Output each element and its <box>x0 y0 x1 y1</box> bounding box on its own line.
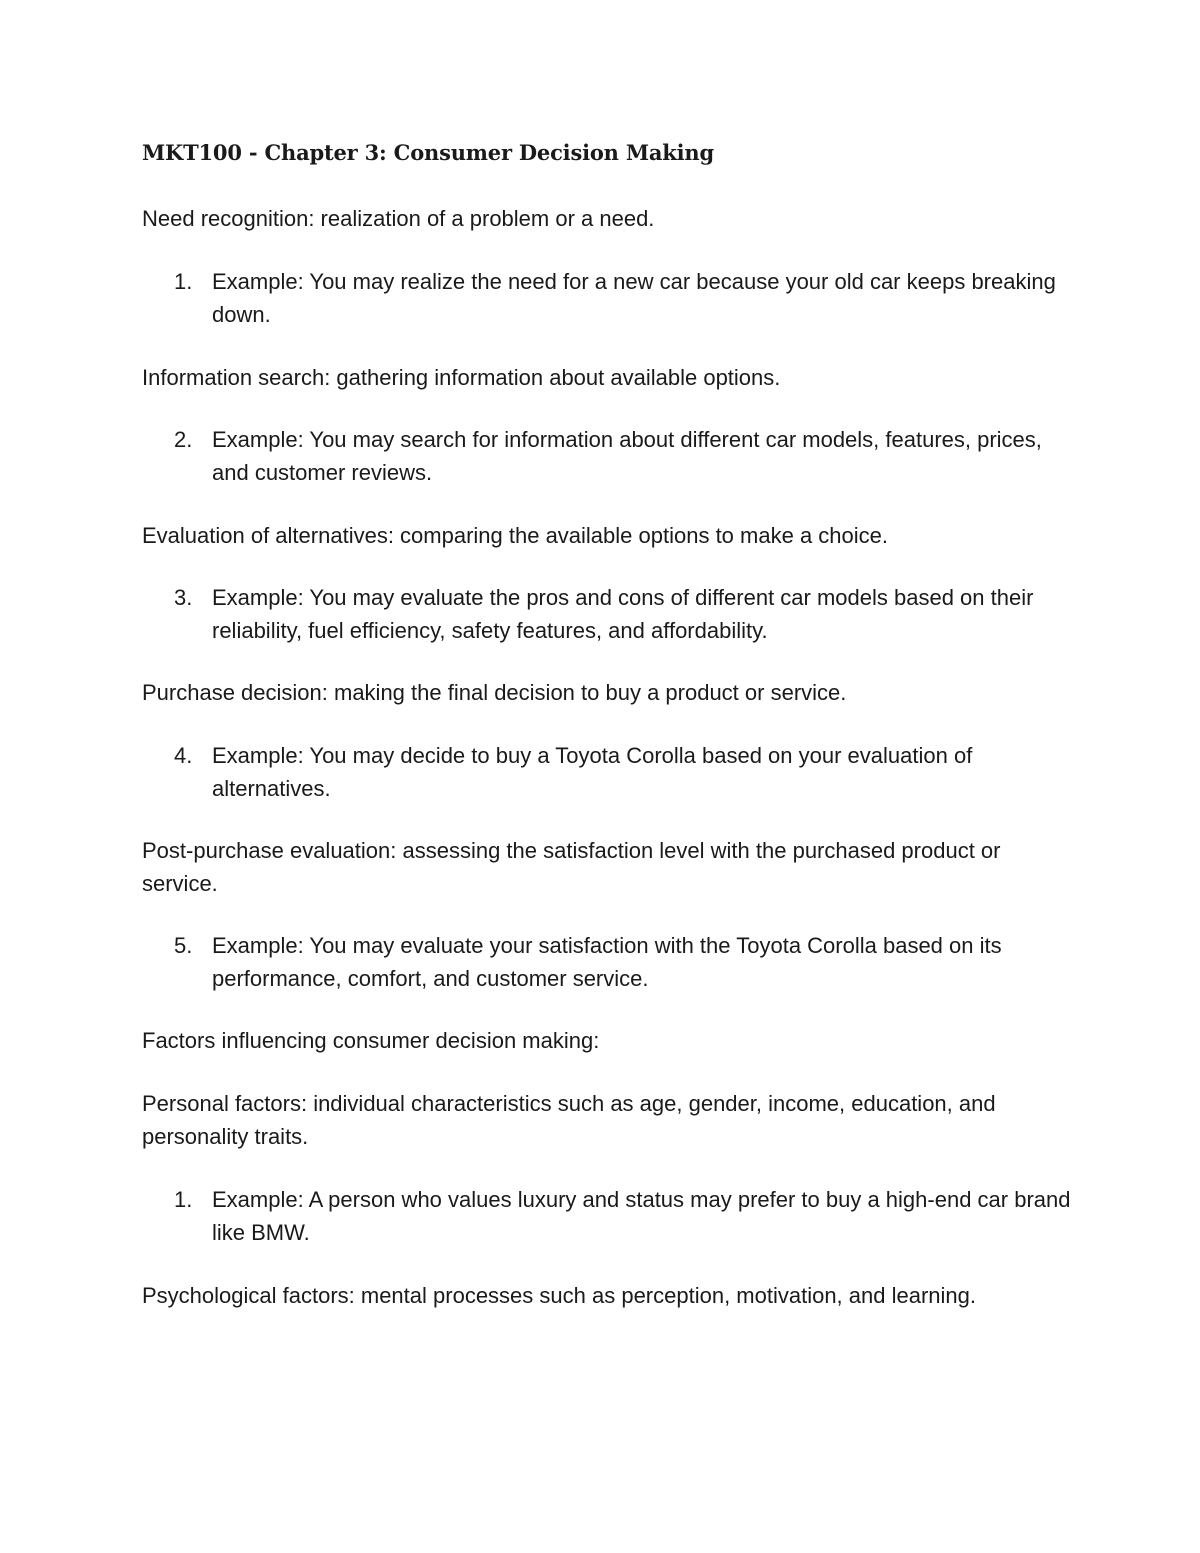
paragraph-post-purchase-evaluation: Post-purchase evaluation: assessing the satisfaction level with the purchased product or service. <box>142 838 1001 896</box>
list-item-number: 5. <box>174 933 193 958</box>
list-item-number: 2. <box>174 427 193 452</box>
paragraph-evaluation-of-alternatives: Evaluation of alternatives: comparing the available options to make a choice. <box>142 523 888 548</box>
list-item-text: Example: You may search for information about different car models, features, prices, and customer reviews. <box>212 427 1042 485</box>
paragraph-purchase-decision: Purchase decision: making the final decision to buy a product or service. <box>142 680 847 705</box>
list-item <box>142 739 1072 805</box>
list-item-number: 4. <box>174 743 193 768</box>
list-item-text: Example: A person who values luxury and status may prefer to buy a high-end car brand like BMW. <box>212 1187 1071 1245</box>
list-item-number: 3. <box>174 585 193 610</box>
list-item <box>142 581 1072 647</box>
list-item <box>142 265 1072 331</box>
list-item-text: Example: You may realize the need for a new car because your old car keeps breaking down. <box>212 269 1056 327</box>
list-item-text: Example: You may evaluate your satisfaction with the Toyota Corolla based on its performance, comfort, and customer service. <box>212 933 1002 991</box>
document-title: MKT100 - Chapter 3: Consumer Decision Making <box>142 140 714 165</box>
list-item-text: Example: You may evaluate the pros and cons of different car models based on their reliability, fuel efficiency, safety features, and affordability. <box>212 585 1034 643</box>
list-item <box>142 929 1072 995</box>
paragraph-psychological-factors: Psychological factors: mental processes such as perception, motivation, and learning. <box>142 1283 976 1308</box>
list-item-number: 1. <box>174 1187 193 1212</box>
paragraph-information-search: Information search: gathering information about available options. <box>142 365 781 390</box>
list-item <box>142 1183 1072 1249</box>
list-item-text: Example: You may decide to buy a Toyota Corolla based on your evaluation of alternatives. <box>212 743 973 801</box>
paragraph-factors-heading: Factors influencing consumer decision making: <box>142 1028 600 1053</box>
list-item-number: 1. <box>174 269 193 294</box>
paragraph-personal-factors: Personal factors: individual characteristics such as age, gender, income, education, and personality traits. <box>142 1091 996 1149</box>
paragraph-need-recognition: Need recognition: realization of a problem or a need. <box>142 206 655 231</box>
list-item <box>142 423 1072 489</box>
